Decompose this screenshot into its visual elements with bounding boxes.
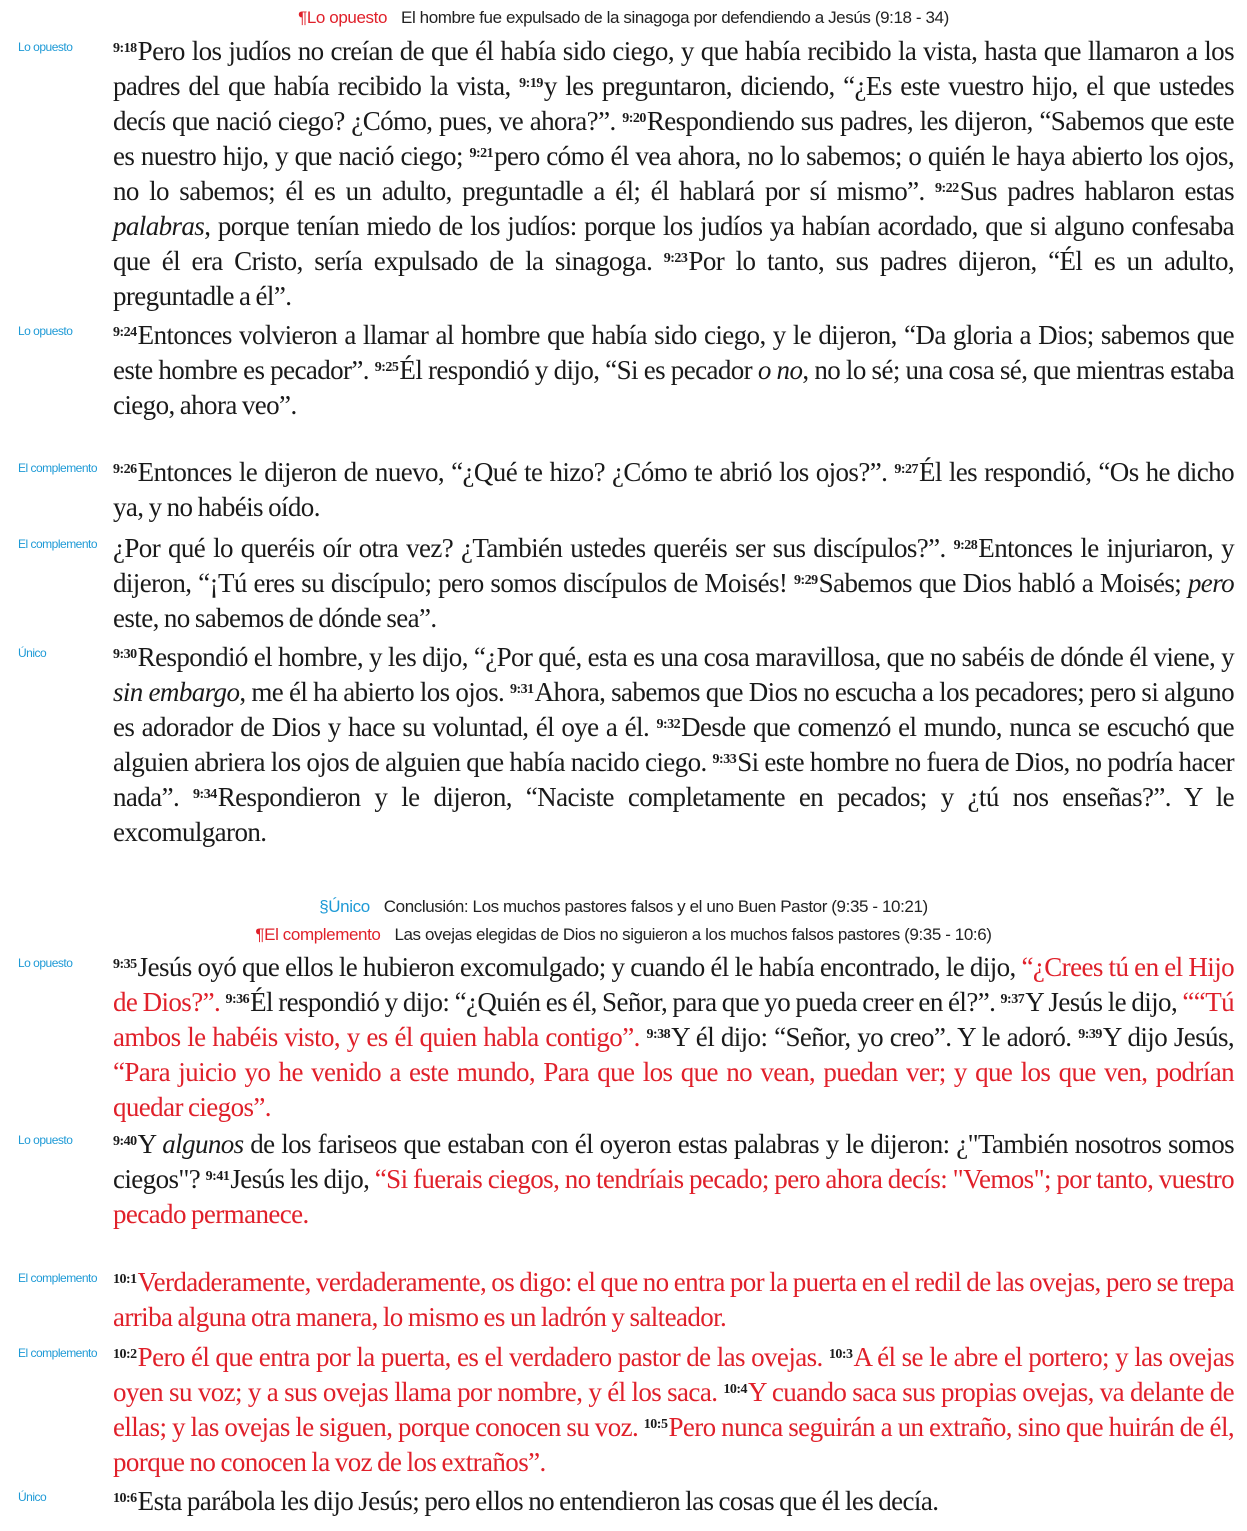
verse-text: Por lo tanto, sus padres dijeron, “Él es un adulto, preguntadle a él”.	[113, 246, 1234, 311]
red-letter-text: Verdaderamente, verdaderamente, os digo: el que no entra por la puerta en el redil de las ovejas, pero se trepa arriba alguna otra manera, lo mismo es un ladrón y salteador.	[113, 1267, 1234, 1332]
verse-segment	[113, 1342, 829, 1372]
verse-text: Esta parábola les dijo Jesús; pero ellos no entendieron las cosas que él les decía.	[137, 1486, 939, 1516]
verse-text: de los fariseos que estaban con él oyeron estas palabras y le dijeron: ¿"También nosotros somos ciegos"?	[113, 1129, 1234, 1194]
section-heading-3	[0, 925, 1247, 945]
verse-segment	[113, 1486, 938, 1516]
verse-number: 9:21	[469, 146, 494, 161]
verse-text-italic: o no	[757, 355, 803, 385]
paragraph-label: Lo opuesto	[18, 40, 73, 54]
paragraph-text	[113, 1265, 1234, 1335]
verse-text: pero cómo él vea ahora, no lo sabemos; o quién le haya abierto los ojos, no lo sabemos; él es un adulto, preguntadle a él; él hablará por sí mismo”.	[113, 141, 1234, 206]
verse-number: 9:20	[622, 111, 646, 126]
verse-text: Desde que comenzó el mundo, nunca se escuchó que alguien abriera los ojos de alguien que había nacido ciego.	[113, 712, 1234, 777]
verse-number: 9:40	[113, 1134, 137, 1149]
verse-text: Jesús oyó que ellos le hubieron excomulgado; y cuando él le había encontrado, le dijo,	[137, 952, 1022, 982]
paragraph-text	[113, 1484, 1234, 1519]
verse-text: Respondieron y le dijeron, “Naciste completamente en pecados; y ¿tú nos enseñas?”. Y le excomulgaron.	[113, 782, 1234, 847]
verse-text: Jesús les dijo,	[230, 1164, 375, 1194]
verse-number: 9:35	[113, 957, 137, 972]
verse-text-italic: sin embargo	[113, 677, 240, 707]
verse-text: , porque tenían miedo de los judíos: porque los judíos ya habían acordado, que si alguno confesaba que él era Cristo, sería expulsado de la sinagoga.	[113, 211, 1234, 276]
verse-number: 9:37	[1000, 992, 1025, 1007]
verse-number: 9:41	[205, 1169, 230, 1184]
verse-segment	[206, 1164, 375, 1194]
verse-text: , no lo sé; una cosa sé, que mientras estaba ciego, ahora veo”.	[113, 355, 1234, 420]
verse-number: 10:6	[113, 1491, 137, 1506]
verse-number: 9:26	[113, 462, 137, 477]
red-letter-text: Pero él que entra por la puerta, es el verdadero pastor de las ovejas.	[137, 1342, 829, 1372]
paragraph-label: El complemento	[18, 461, 98, 475]
verse-segment	[113, 1057, 1234, 1122]
paragraph-label: Lo opuesto	[18, 324, 73, 338]
verse-text: Sabemos que Dios habló a Moisés;	[818, 568, 1188, 598]
verse-text: ¿Por qué lo queréis oír otra vez? ¿También ustedes queréis ser sus discípulos?”.	[113, 533, 954, 563]
red-letter-text: ““Tú ambos le habéis visto, y es él quien habla contigo”.	[113, 987, 1234, 1052]
verse-text: , me él ha abierto los ojos.	[239, 677, 510, 707]
verse-text: Él respondió y dijo: “¿Quién es él, Señor, para que yo pueda creer en él?”.	[250, 987, 1001, 1017]
verse-number: 9:23	[663, 251, 688, 266]
verse-text-italic: palabras	[113, 211, 205, 241]
paragraph-text	[113, 455, 1234, 525]
verse-number: 9:34	[193, 787, 217, 802]
verse-number: 9:39	[1078, 1027, 1102, 1042]
verse-number: 9:22	[935, 181, 959, 196]
red-letter-text: Pero nunca seguirán a un extraño, sino que huirán de él, porque no conocen la voz de los extraños”.	[113, 1412, 1234, 1477]
verse-number: 9:28	[953, 538, 978, 553]
red-letter-text: A él se le abre el portero; y las ovejas oyen su voz; y a sus ovejas llama por nombre, y él los saca.	[113, 1342, 1235, 1407]
verse-text: Ahora, sabemos que Dios no escucha a los pecadores; pero si alguno es adorador de Dios y hace su voluntad, él oye a él.	[113, 677, 1234, 742]
verse-text: Entonces le dijeron de nuevo, “¿Qué te hizo? ¿Cómo te abrió los ojos?”.	[137, 457, 895, 487]
verse-segment	[113, 1267, 1234, 1332]
verse-number: 10:5	[643, 1417, 668, 1432]
verse-text-italic: algunos	[162, 1129, 244, 1159]
verse-segment	[647, 1022, 1079, 1052]
paragraph-text	[113, 950, 1234, 1125]
verse-text: este, no sabemos de dónde sea”.	[113, 603, 437, 633]
verse-number: 10:4	[723, 1382, 748, 1397]
paragraph-text	[113, 318, 1234, 423]
paragraph-label: Único	[18, 1490, 47, 1504]
red-letter-text: “Si fuerais ciegos, no tendríais pecado; pero ahora decís: "Vemos"; por tanto, vuestro pecado permanece.	[113, 1164, 1234, 1229]
verse-text: Y él dijo: “Señor, yo creo”. Y le adoró.	[671, 1022, 1079, 1052]
verse-text: Pero los judíos no creían de que él había sido ciego, y que había recibido la vista, hasta que llamaron a los padres del que había recibido la vista,	[113, 36, 1234, 101]
verse-segment	[113, 952, 1022, 982]
paragraph-label: Único	[18, 646, 47, 660]
verse-text: Respondiendo sus padres, les dijeron, “Sabemos que este es nuestro hijo, y que nació ciego;	[113, 106, 1235, 171]
heading-tag: ¶Lo opuesto	[298, 8, 387, 27]
verse-text: Él les respondió, “Os he dicho ya, y no habéis oído.	[113, 457, 1234, 522]
verse-text: Él respondió y dijo, “Si es pecador	[399, 355, 758, 385]
verse-text: Entonces volvieron a llamar al hombre que había sido ciego, y le dijeron, “Da gloria a Dios; sabemos que este hombre es pecador”.	[113, 320, 1234, 385]
verse-text: Y dijo Jesús,	[1102, 1022, 1234, 1052]
heading-title: Las ovejas elegidas de Dios no siguieron a los muchos falsos pastores (9:35 - 10:6)	[394, 925, 992, 944]
verse-text: Si este hombre no fuera de Dios, no podría hacer nada”.	[113, 747, 1234, 812]
verse-number: 9:25	[374, 360, 399, 375]
heading-title: Conclusión: Los muchos pastores falsos y el uno Buen Pastor (9:35 - 10:21)	[383, 897, 928, 916]
verse-number: 9:33	[712, 752, 737, 767]
verse-number: 9:36	[225, 992, 250, 1007]
verse-number: 9:24	[113, 325, 137, 340]
red-letter-text: “Para juicio yo he venido a este mundo, Para que los que no vean, puedan ver; y que los que ven, podrían quedar ciegos”.	[113, 1057, 1234, 1122]
verse-text: y les preguntaron, diciendo, “¿Es este vuestro hijo, el que ustedes decís que nació ciego? ¿Cómo, pues, ve ahora?”.	[113, 71, 1234, 136]
paragraph-label: Lo opuesto	[18, 956, 73, 970]
paragraph-label: El complemento	[18, 1271, 98, 1285]
verse-number: 10:1	[113, 1272, 137, 1287]
red-letter-text: “¿Crees tú en el Hijo de Dios?”.	[113, 952, 1234, 1017]
paragraph-label: Lo opuesto	[18, 1133, 73, 1147]
verse-text: Respondió el hombre, y les dijo, “¿Por qué, esta es una cosa maravillosa, que no sabéis de dónde él viene, y	[137, 642, 1234, 672]
section-heading-2	[0, 897, 1247, 917]
verse-number: 10:2	[113, 1347, 137, 1362]
paragraph-text	[113, 34, 1234, 314]
paragraph-label: El complemento	[18, 537, 98, 551]
heading-title: El hombre fue expulsado de la sinagoga por defendiendo a Jesús (9:18 - 34)	[401, 8, 949, 27]
paragraph-text	[113, 1340, 1234, 1480]
heading-tag: §Único	[319, 897, 370, 916]
verse-segment	[113, 533, 954, 563]
verse-segment	[113, 782, 1234, 847]
verse-text-italic: pero	[1187, 568, 1234, 598]
verse-text: Sus padres hablaron estas	[959, 176, 1234, 206]
verse-number: 9:27	[894, 462, 918, 477]
verse-segment	[1078, 1022, 1234, 1052]
verse-text: Entonces le injuriaron, y dijeron, “¡Tú eres su discípulo; pero somos discípulos de Moisés!	[113, 533, 1234, 598]
verse-number: 9:31	[509, 682, 534, 697]
verse-number: 9:38	[646, 1027, 671, 1042]
paragraph-text	[113, 531, 1234, 636]
red-letter-text: Y cuando saca sus propias ovejas, va delante de ellas; y las ovejas le siguen, porque conocen su voz.	[113, 1377, 1235, 1442]
heading-tag: ¶El complemento	[255, 925, 381, 944]
section-heading-1	[0, 8, 1247, 28]
verse-segment	[113, 457, 894, 487]
verse-number: 10:3	[828, 1347, 853, 1362]
verse-text: Y Jesús le dijo,	[1025, 987, 1183, 1017]
verse-number: 9:32	[656, 717, 681, 732]
verse-number: 9:30	[113, 647, 137, 662]
verse-number: 9:19	[519, 76, 543, 91]
verse-text: Y	[137, 1129, 163, 1159]
verse-segment	[1001, 987, 1183, 1017]
verse-segment	[225, 987, 1000, 1017]
paragraph-text	[113, 640, 1234, 850]
paragraph-label: El complemento	[18, 1346, 98, 1360]
verse-number: 9:29	[794, 573, 818, 588]
paragraph-text	[113, 1127, 1234, 1232]
verse-number: 9:18	[113, 41, 137, 56]
